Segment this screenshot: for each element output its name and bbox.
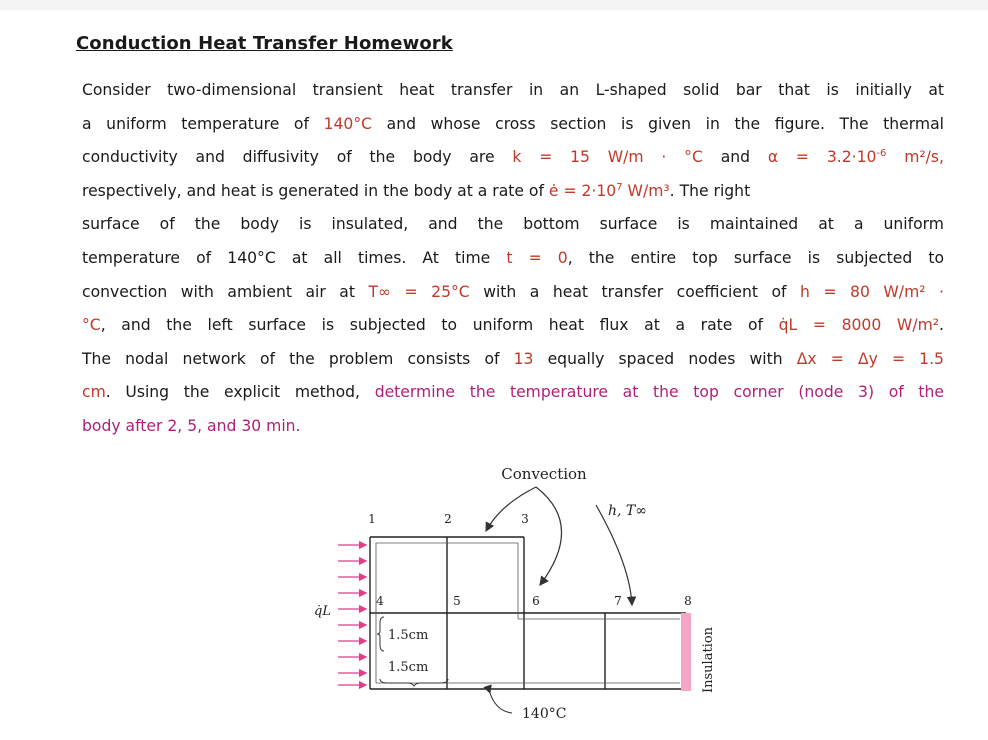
node-8-label: 8	[684, 594, 692, 608]
line-10: cm. Using the explicit method, determine the temperature at the top corner (node 3) of the	[82, 383, 945, 402]
node-3-label: 3	[521, 512, 529, 526]
insulation-label: Insulation	[701, 626, 716, 693]
node-2-label: 2	[444, 512, 452, 526]
l-shaped-bar-figure	[300, 455, 740, 740]
top-bar	[0, 0, 988, 10]
line-1: Consider two-dimensional transient heat transfer in an L-shaped solid bar that is initially at	[82, 81, 944, 99]
line-11: body after 2, 5, and 30 min.	[82, 416, 301, 435]
line-7: convection with ambient air at T∞ = 25°C with a heat transfer coefficient of h = 80 W/m² ·	[82, 282, 944, 301]
line-4: respectively, and heat is generated in the body at a rate of ė = $2\cdot 10^7$ W/m³. The right	[82, 181, 751, 200]
line-9: The nodal network of the problem consists of 13 equally spaced nodes with Δx = Δy = 1.5	[82, 349, 944, 368]
insulation-strip	[681, 613, 691, 691]
node-1-label: 1	[368, 512, 376, 526]
convection-arrow-3	[596, 505, 632, 605]
node-6-label: 6	[532, 594, 540, 608]
dimension-brace	[377, 617, 384, 651]
heat-flux-label: q̇L	[314, 604, 331, 619]
heat-flux-arrows	[338, 545, 366, 685]
line-5: surface of the body is insulated, and the bottom surface is maintained at a uniform	[82, 215, 944, 234]
problem-statement	[82, 74, 944, 444]
node-7-label: 7	[614, 594, 622, 608]
convection-arrow-2	[536, 487, 562, 585]
bottom-temperature-label: 140°C	[522, 706, 567, 722]
line-3: conductivity and diffusivity of the body are k = 15 W/m · °C and $\alpha = 3.2\cdot 10^{-6}$ m²/s,	[82, 148, 944, 167]
convection-label: Convection	[501, 465, 587, 483]
node-5-label: 5	[453, 594, 461, 608]
line-2: a uniform temperature of 140°C and whose cross section is given in the figure. The thermal	[82, 114, 944, 133]
line-8: °C, and the left surface is subjected to uniform heat flux at a rate of q̇L = 8000 W/m².	[82, 316, 944, 335]
page-title: Conduction Heat Transfer Homework	[76, 33, 453, 54]
node-4-label: 4	[376, 594, 384, 608]
dimension-label-horizontal: 1.5cm	[388, 660, 429, 675]
dimension-label-vertical: 1.5cm	[388, 628, 429, 643]
line-6: temperature of 140°C at all times. At time t = 0, the entire top surface is subjected to	[82, 248, 945, 267]
ambient-h-t-label: h, T∞	[608, 503, 647, 519]
